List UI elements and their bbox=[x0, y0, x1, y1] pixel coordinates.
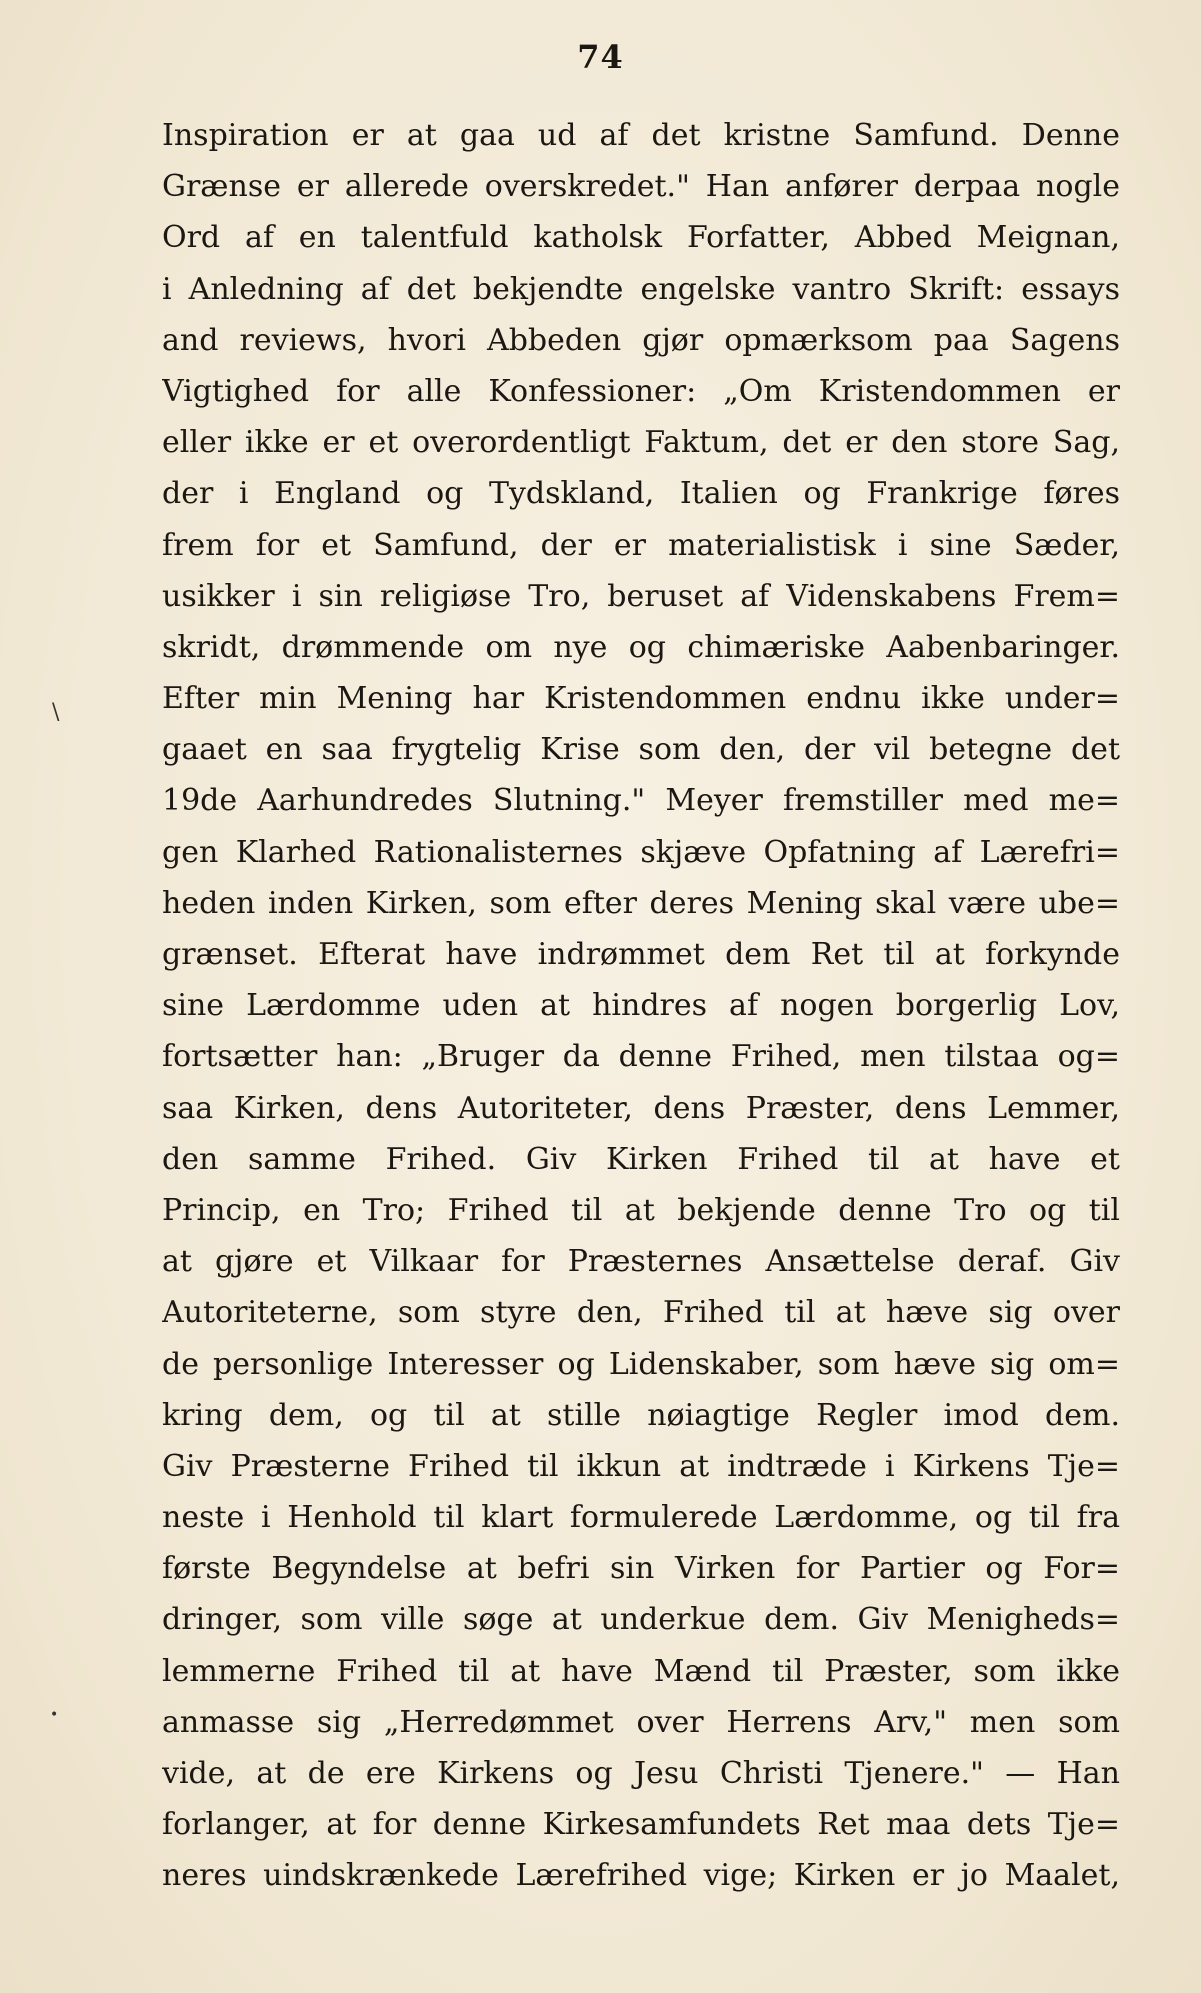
text-line: lemmerne Frihed til at have Mænd til Præster, som ikke bbox=[162, 1653, 1120, 1689]
text-line: neres uindskrænkede Lærefrihed vige; Kirken er jo Maalet, bbox=[162, 1858, 1120, 1894]
stray-mark: \ bbox=[52, 700, 60, 725]
text-line: gen Klarhed Rationalisternes skjæve Opfatning af Lærefri= bbox=[162, 834, 1120, 870]
stray-dot: • bbox=[50, 1707, 59, 1723]
text-line: den samme Frihed. Giv Kirken Frihed til at have et bbox=[162, 1141, 1120, 1177]
text-line: grænset. Efterat have indrømmet dem Ret til at forkynde bbox=[162, 937, 1120, 972]
text-line: Autoriteterne, som styre den, Frihed til at hæve sig over bbox=[162, 1295, 1120, 1331]
text-line: Efter min Mening har Kristendommen endnu ikke under= bbox=[162, 681, 1120, 717]
text-line: forlanger, at for denne Kirkesamfundets Ret maa dets Tje= bbox=[162, 1807, 1120, 1843]
text-line: at gjøre et Vilkaar for Præsternes Ansættelse deraf. Giv bbox=[162, 1244, 1120, 1280]
text-line: Ord af en talentfuld katholsk Forfatter, Abbed Meignan, bbox=[162, 220, 1120, 256]
text-line: eller ikke er et overordentligt Faktum, det er den store Sag, bbox=[162, 425, 1120, 461]
text-line: Vigtighed for alle Konfessioner: „Om Kristendommen er bbox=[162, 373, 1120, 409]
text-line: usikker i sin religiøse Tro, beruset af Videnskabens Frem= bbox=[162, 578, 1120, 614]
text-line: Inspiration er at gaa ud af det kristne Samfund. Denne bbox=[162, 118, 1120, 153]
text-line: skridt, drømmende om nye og chimæriske Aabenbaringer. bbox=[162, 629, 1120, 665]
body-text bbox=[162, 110, 1120, 1902]
text-line: Grænse er allerede overskredet." Han anfører derpaa nogle bbox=[162, 169, 1120, 205]
text-line: første Begyndelse at befri sin Virken for Partier og For= bbox=[162, 1551, 1120, 1587]
text-line: gaaet en saa frygtelig Krise som den, der vil betegne det bbox=[162, 732, 1120, 768]
text-line: vide, at de ere Kirkens og Jesu Christi Tjenere." — Han bbox=[162, 1756, 1120, 1791]
text-line: fortsætter han: „Bruger da denne Frihed, men tilstaa og= bbox=[162, 1039, 1120, 1075]
page-number: 74 bbox=[577, 38, 624, 76]
text-line: Giv Præsterne Frihed til ikkun at indtræde i Kirkens Tje= bbox=[162, 1448, 1120, 1484]
text-line: Princip, en Tro; Frihed til at bekjende denne Tro og til bbox=[162, 1192, 1120, 1228]
text-line: and reviews, hvori Abbeden gjør opmærksom paa Sagens bbox=[162, 322, 1120, 358]
text-line: i Anledning af det bekjendte engelske vantro Skrift: essays bbox=[162, 271, 1120, 307]
text-line: der i England og Tydskland, Italien og Frankrige føres bbox=[162, 476, 1120, 512]
text-line: de personlige Interesser og Lidenskaber, som hæve sig om= bbox=[162, 1346, 1120, 1382]
text-line: neste i Henhold til klart formulerede Lærdomme, og til fra bbox=[162, 1500, 1120, 1536]
text-line: kring dem, og til at stille nøiagtige Regler imod dem. bbox=[162, 1397, 1120, 1433]
text-line: dringer, som ville søge at underkue dem. Giv Menigheds= bbox=[162, 1602, 1120, 1638]
text-line: saa Kirken, dens Autoriteter, dens Præster, dens Lemmer, bbox=[162, 1090, 1120, 1126]
text-line: frem for et Samfund, der er materialistisk i sine Sæder, bbox=[162, 527, 1120, 563]
text-line: anmasse sig „Herredømmet over Herrens Arv," men som bbox=[162, 1704, 1120, 1740]
text-line: heden inden Kirken, som efter deres Mening skal være ube= bbox=[162, 885, 1120, 921]
text-line: sine Lærdomme uden at hindres af nogen borgerlig Lov, bbox=[162, 988, 1120, 1024]
text-line: 19de Aarhundredes Slutning." Meyer fremstiller med me= bbox=[162, 783, 1120, 819]
